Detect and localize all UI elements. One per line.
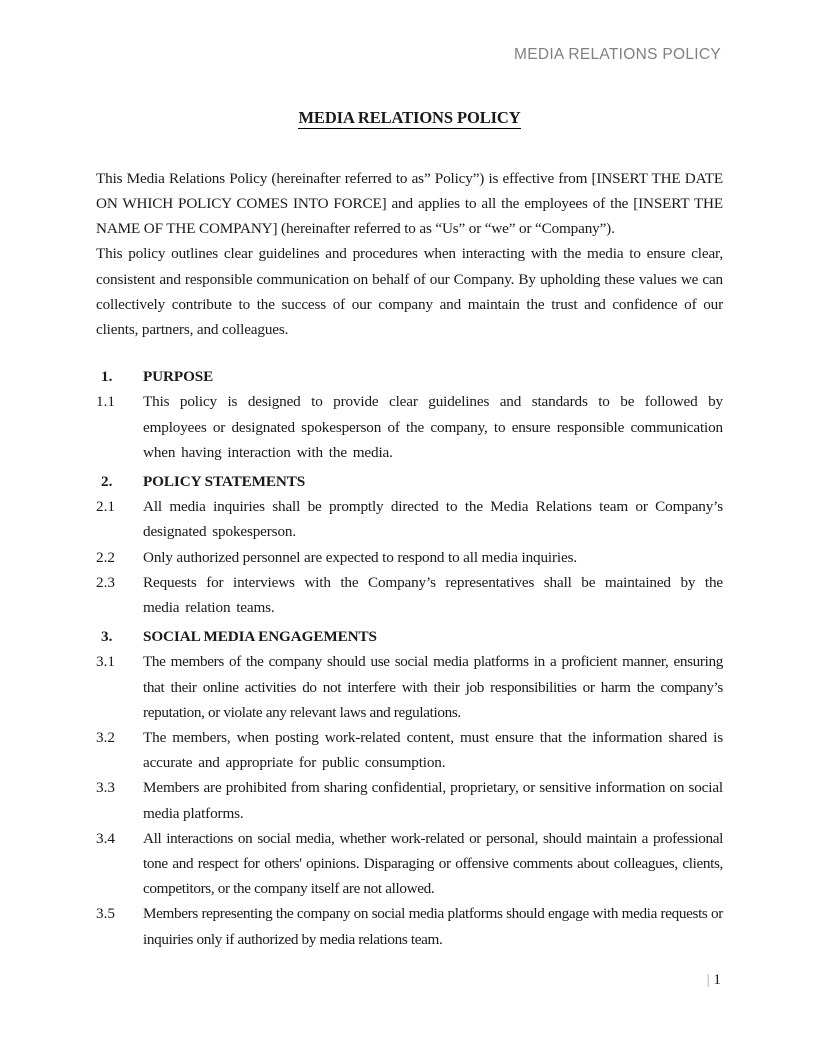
clause-text-2-3: Requests for interviews with the Company’s representatives shall be maintained by the media relation teams. — [143, 573, 723, 617]
clause-text-3-2: The members, when posting work-related content, must ensure that the information shared is accurate and appropriate for public consumption. — [143, 729, 723, 772]
clause-3-4 — [96, 826, 723, 902]
footer-page-number: 1 — [713, 971, 721, 988]
clause-text-3-3: Members are prohibited from sharing confidential, proprietary, or sensitive information on social media platforms. — [143, 779, 723, 822]
page-footer — [96, 970, 721, 990]
clause-text-3-5: Members representing the company on social media platforms should engage with media requests or inquiries only if authorized by media relations team. — [143, 905, 723, 948]
section-number-2: 2. — [101, 473, 113, 491]
clause-number-2-1: 2.1 — [96, 498, 115, 516]
clause-text-1-1: This policy is designed to provide clear guidelines and standards to be followed by employees or designated spokesperson of the company, to ensure responsible communication when having interaction with the media. — [143, 393, 723, 461]
running-header: MEDIA RELATIONS POLICY — [513, 46, 721, 63]
clause-text-2-2: Only authorized personnel are expected to respond to all media inquiries. — [143, 548, 577, 566]
section-heading-1 — [96, 364, 723, 389]
section-number-1: 1. — [101, 368, 113, 386]
intro-spacer — [96, 342, 723, 360]
page-title-text: MEDIA RELATIONS POLICY — [298, 108, 521, 127]
clause-number-3-2: 3.2 — [96, 729, 115, 747]
section-title-1: PURPOSE — [143, 368, 214, 386]
clause-text-3-4: All interactions on social media, whether work-related or personal, should maintain a professional tone and respect for others' opinions. Disparaging or offensive comments about colleagues, clients, competitors, or the company itself are not allowed. — [143, 829, 723, 898]
clause-number-3-5: 3.5 — [96, 905, 115, 923]
clause-3-2 — [96, 725, 723, 775]
clause-text-2-1: All media inquiries shall be promptly directed to the Media Relations team or Company’s designated spokesperson. — [143, 498, 723, 541]
clause-number-3-3: 3.3 — [96, 779, 115, 797]
document-body — [96, 108, 723, 952]
clause-2-2 — [96, 545, 723, 570]
clause-2-3 — [96, 570, 723, 620]
clause-number-2-3: 2.3 — [96, 573, 115, 591]
clause-3-5 — [96, 901, 723, 951]
page-title — [96, 108, 723, 128]
intro-paragraph-2: This policy outlines clear guidelines and procedures when interacting with the media to ensure clear, consistent and responsible communication on behalf of our Company. By upholding these values we can collectively contribute to the success of our company and maintain the trust and confidence of our clients, partners, and colleagues. — [96, 245, 723, 339]
clause-number-2-2: 2.2 — [96, 548, 115, 566]
clause-3-1 — [96, 649, 723, 725]
clause-number-3-4: 3.4 — [96, 829, 115, 847]
section-number-3: 3. — [101, 628, 113, 646]
section-title-3: SOCIAL MEDIA ENGAGEMENTS — [143, 628, 377, 646]
clause-number-1-1: 1.1 — [96, 393, 115, 411]
clause-2-1 — [96, 494, 723, 544]
section-title-2: POLICY STATEMENTS — [143, 473, 306, 491]
intro-paragraph-1: This Media Relations Policy (hereinafter referred to as” Policy”) is effective from [INSERT THE DATE ON WHICH POLICY COMES INTO FORCE] and applies to all the employees of the [INSERT THE NAME OF THE COMPANY] (hereinafter referred to as “Us” or “we” or “Company”). — [96, 169, 723, 238]
section-heading-3 — [96, 624, 723, 649]
clause-text-3-1: The members of the company should use social media platforms in a proficient manner, ensuring that their online activities do not interfere with their job responsibilities or harm the company’s reputation, or violate any relevant laws and regulations. — [143, 653, 723, 721]
clause-3-3 — [96, 775, 723, 825]
clause-1-1 — [96, 389, 723, 465]
section-heading-2 — [96, 469, 723, 494]
footer-separator: | — [706, 971, 710, 988]
clause-number-3-1: 3.1 — [96, 653, 115, 671]
